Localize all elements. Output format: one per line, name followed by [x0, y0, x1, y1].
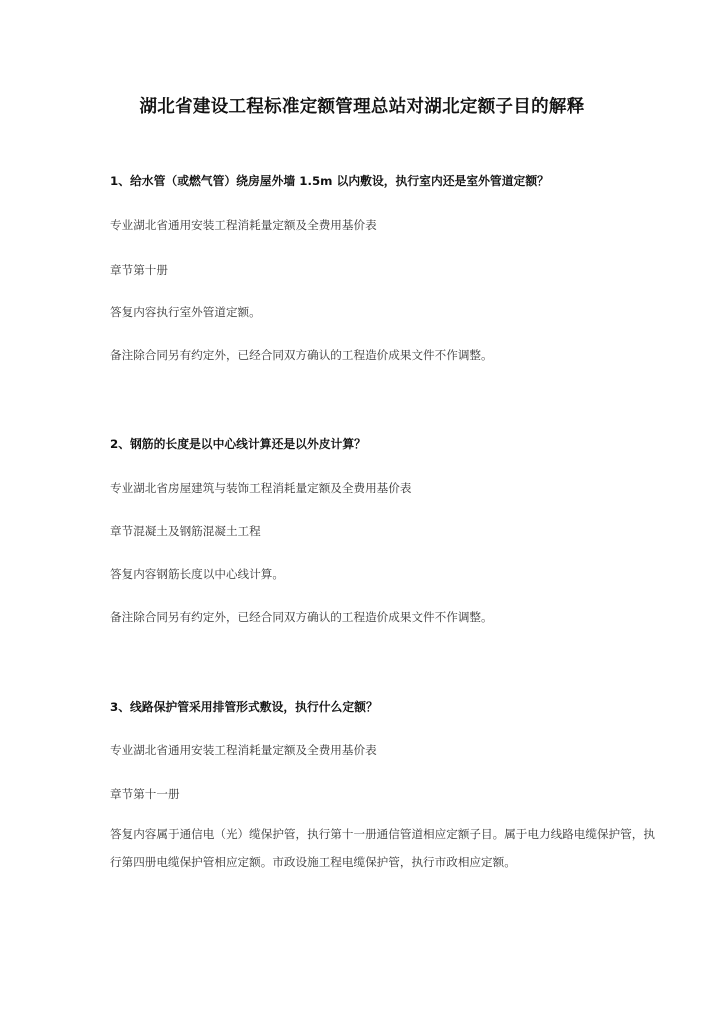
- chapter-1: 章节第十册: [110, 263, 168, 277]
- note-1: 备注除合同另有约定外，已经合同双方确认的工程造价成果文件不作调整。: [110, 348, 493, 362]
- question-2: 2、钢筋的长度是以中心线计算还是以外皮计算？: [110, 437, 366, 451]
- answer-1: 答复内容执行室外管道定额。: [110, 305, 261, 319]
- answer-2: 答复内容钢筋长度以中心线计算。: [110, 567, 284, 581]
- chapter-3: 章节第十一册: [110, 787, 180, 801]
- answer-3: 答复内容属于通信电（光）缆保护管，执行第十一册通信管道相应定额子目。属于电力线路电缆保护管，执行第四册电缆保护管相应定额。市政设施工程电缆保护管，执行市政相应定额。: [110, 827, 655, 869]
- note-2: 备注除合同另有约定外，已经合同双方确认的工程造价成果文件不作调整。: [110, 610, 493, 624]
- specialty-2: 专业湖北省房屋建筑与装饰工程消耗量定额及全费用基价表: [110, 481, 412, 495]
- chapter-2: 章节混凝土及钢筋混凝土工程: [110, 524, 261, 538]
- page-title: 湖北省建设工程标准定额管理总站对湖北定额子目的解释: [139, 97, 585, 117]
- question-3: 3、线路保护管采用排管形式敷设，执行什么定额？: [110, 700, 378, 714]
- question-1: 1、给水管（或燃气管）绕房屋外墙 1.5m 以内敷设，执行室内还是室外管道定额？: [110, 174, 549, 188]
- specialty-1: 专业湖北省通用安装工程消耗量定额及全费用基价表: [110, 218, 377, 232]
- specialty-3: 专业湖北省通用安装工程消耗量定额及全费用基价表: [110, 743, 377, 757]
